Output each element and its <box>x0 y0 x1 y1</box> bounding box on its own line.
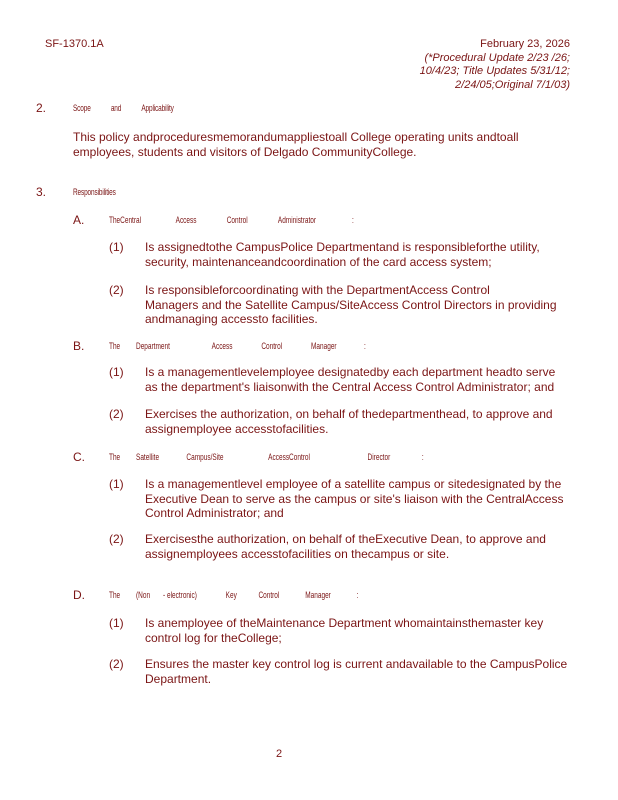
revision-history-line: (*Procedural Update 2/23 /26; <box>424 51 570 64</box>
title-word: Department <box>136 341 170 351</box>
item-text <box>145 532 546 561</box>
subsection-title <box>109 590 359 600</box>
subsection-letter: C. <box>73 450 85 464</box>
item-line: assignemployees accesstofacilities on thecampus or site. <box>145 546 450 561</box>
item-number: (2) <box>109 532 124 546</box>
item-line: assignemployee accesstofacilities. <box>145 421 329 436</box>
title-word: - electronic) <box>163 590 197 600</box>
item-number: (1) <box>109 365 124 379</box>
subsection-letter: A. <box>73 213 85 227</box>
revision-date: February 23, 2026 <box>480 38 570 50</box>
section-title-word: Applicability <box>141 103 174 113</box>
item-line: Control Administrator; and <box>145 506 284 520</box>
item-line: Is responsibleforcoordinating with the DepartmentAccess Control <box>145 283 490 297</box>
item-line: Is a managementlevelemployee designatedby each department headto serve <box>145 365 556 379</box>
item-line: Is anemployee of theMaintenance Department whomaintainsthemaster key <box>145 616 544 630</box>
title-word: : <box>363 341 366 351</box>
item-text <box>145 240 540 269</box>
item-line: Exercises the authorization, on behalf of thedepartmenthead, to approve and <box>145 407 553 421</box>
title-word: Control <box>258 590 280 600</box>
title-word: Manager <box>305 590 331 600</box>
title-word: Manager <box>311 341 337 351</box>
subsection-letter: D. <box>73 588 85 602</box>
item-line: security, maintenanceandcoordination of the card access system; <box>145 254 492 269</box>
item-text <box>145 477 563 521</box>
item-line: Executive Dean to serve as the campus or site's liaison with the CentralAccess <box>145 491 564 506</box>
item-number: (2) <box>109 657 124 671</box>
item-line: control log for theCollege; <box>145 630 282 645</box>
item-line: Department. <box>145 671 212 686</box>
body-line: employees, students and visitors of Delgado CommunityCollege. <box>73 144 417 159</box>
body-line: This policy andproceduresmemorandumappliestoall College operating units andtoall <box>73 130 519 144</box>
item-line: as the department's liaisonwith the Central Access Control Administrator; and <box>145 379 555 394</box>
item-number: (2) <box>109 407 124 421</box>
item-text <box>145 616 543 645</box>
item-line: Exercisesthe authorization, on behalf of theExecutive Dean, to approve and <box>145 532 546 546</box>
title-word: Campus/Site <box>186 452 224 462</box>
item-line: andmanaging accessto facilities. <box>145 312 318 326</box>
title-word: Control <box>226 215 248 225</box>
page-number: 2 <box>276 748 283 760</box>
title-word: The <box>109 341 121 351</box>
title-word: Administrator <box>277 215 317 225</box>
subsection-title <box>109 341 366 351</box>
subsection-title <box>109 215 354 225</box>
title-word: : <box>356 590 359 600</box>
item-line: Managers and the Satellite Campus/SiteAccess Control Directors in providing <box>145 297 557 312</box>
section-title-word: and <box>110 103 122 113</box>
section-title: Responsibilities <box>73 187 116 197</box>
title-word: Access <box>211 341 233 351</box>
item-number: (2) <box>109 283 124 297</box>
item-line: Ensures the master key control log is current andavailable to the CampusPolice <box>145 657 568 671</box>
title-word: Key <box>225 590 237 600</box>
revision-block <box>420 38 570 92</box>
item-text <box>145 407 553 436</box>
item-number: (1) <box>109 240 124 254</box>
title-word: The <box>109 590 121 600</box>
section-body <box>73 130 573 159</box>
form-id: SF-1370.1A <box>45 38 104 50</box>
revision-history-line: 10/4/23; Title Updates 5/31/12; <box>419 65 570 77</box>
section-number: 3. <box>36 185 47 199</box>
title-word: TheCentral <box>109 215 142 225</box>
title-word: : <box>421 452 424 462</box>
item-number: (1) <box>109 616 124 630</box>
title-word: Access <box>175 215 197 225</box>
subsection-letter: B. <box>73 339 85 353</box>
item-line: Is a managementlevel employee of a satellite campus or sitedesignated by the <box>145 477 562 491</box>
section-title-word: Scope <box>73 103 91 113</box>
title-word: The <box>109 452 121 462</box>
title-word: AccessControl <box>268 452 310 462</box>
section-number: 2. <box>36 101 47 115</box>
section-title <box>73 103 174 113</box>
title-word: Control <box>261 341 283 351</box>
item-text <box>145 365 555 394</box>
title-word: Director <box>367 452 391 462</box>
title-word: Satellite <box>136 452 160 462</box>
title-word: : <box>352 215 354 225</box>
item-text <box>145 283 557 327</box>
revision-history-line: 2/24/05;Original 7/1/03) <box>455 78 570 91</box>
title-word: (Non <box>136 590 151 600</box>
item-text <box>145 657 567 686</box>
subsection-title <box>109 452 424 462</box>
item-line: Is assignedtothe CampusPolice Departmentand is responsibleforthe utility, <box>145 240 540 254</box>
item-number: (1) <box>109 477 124 491</box>
